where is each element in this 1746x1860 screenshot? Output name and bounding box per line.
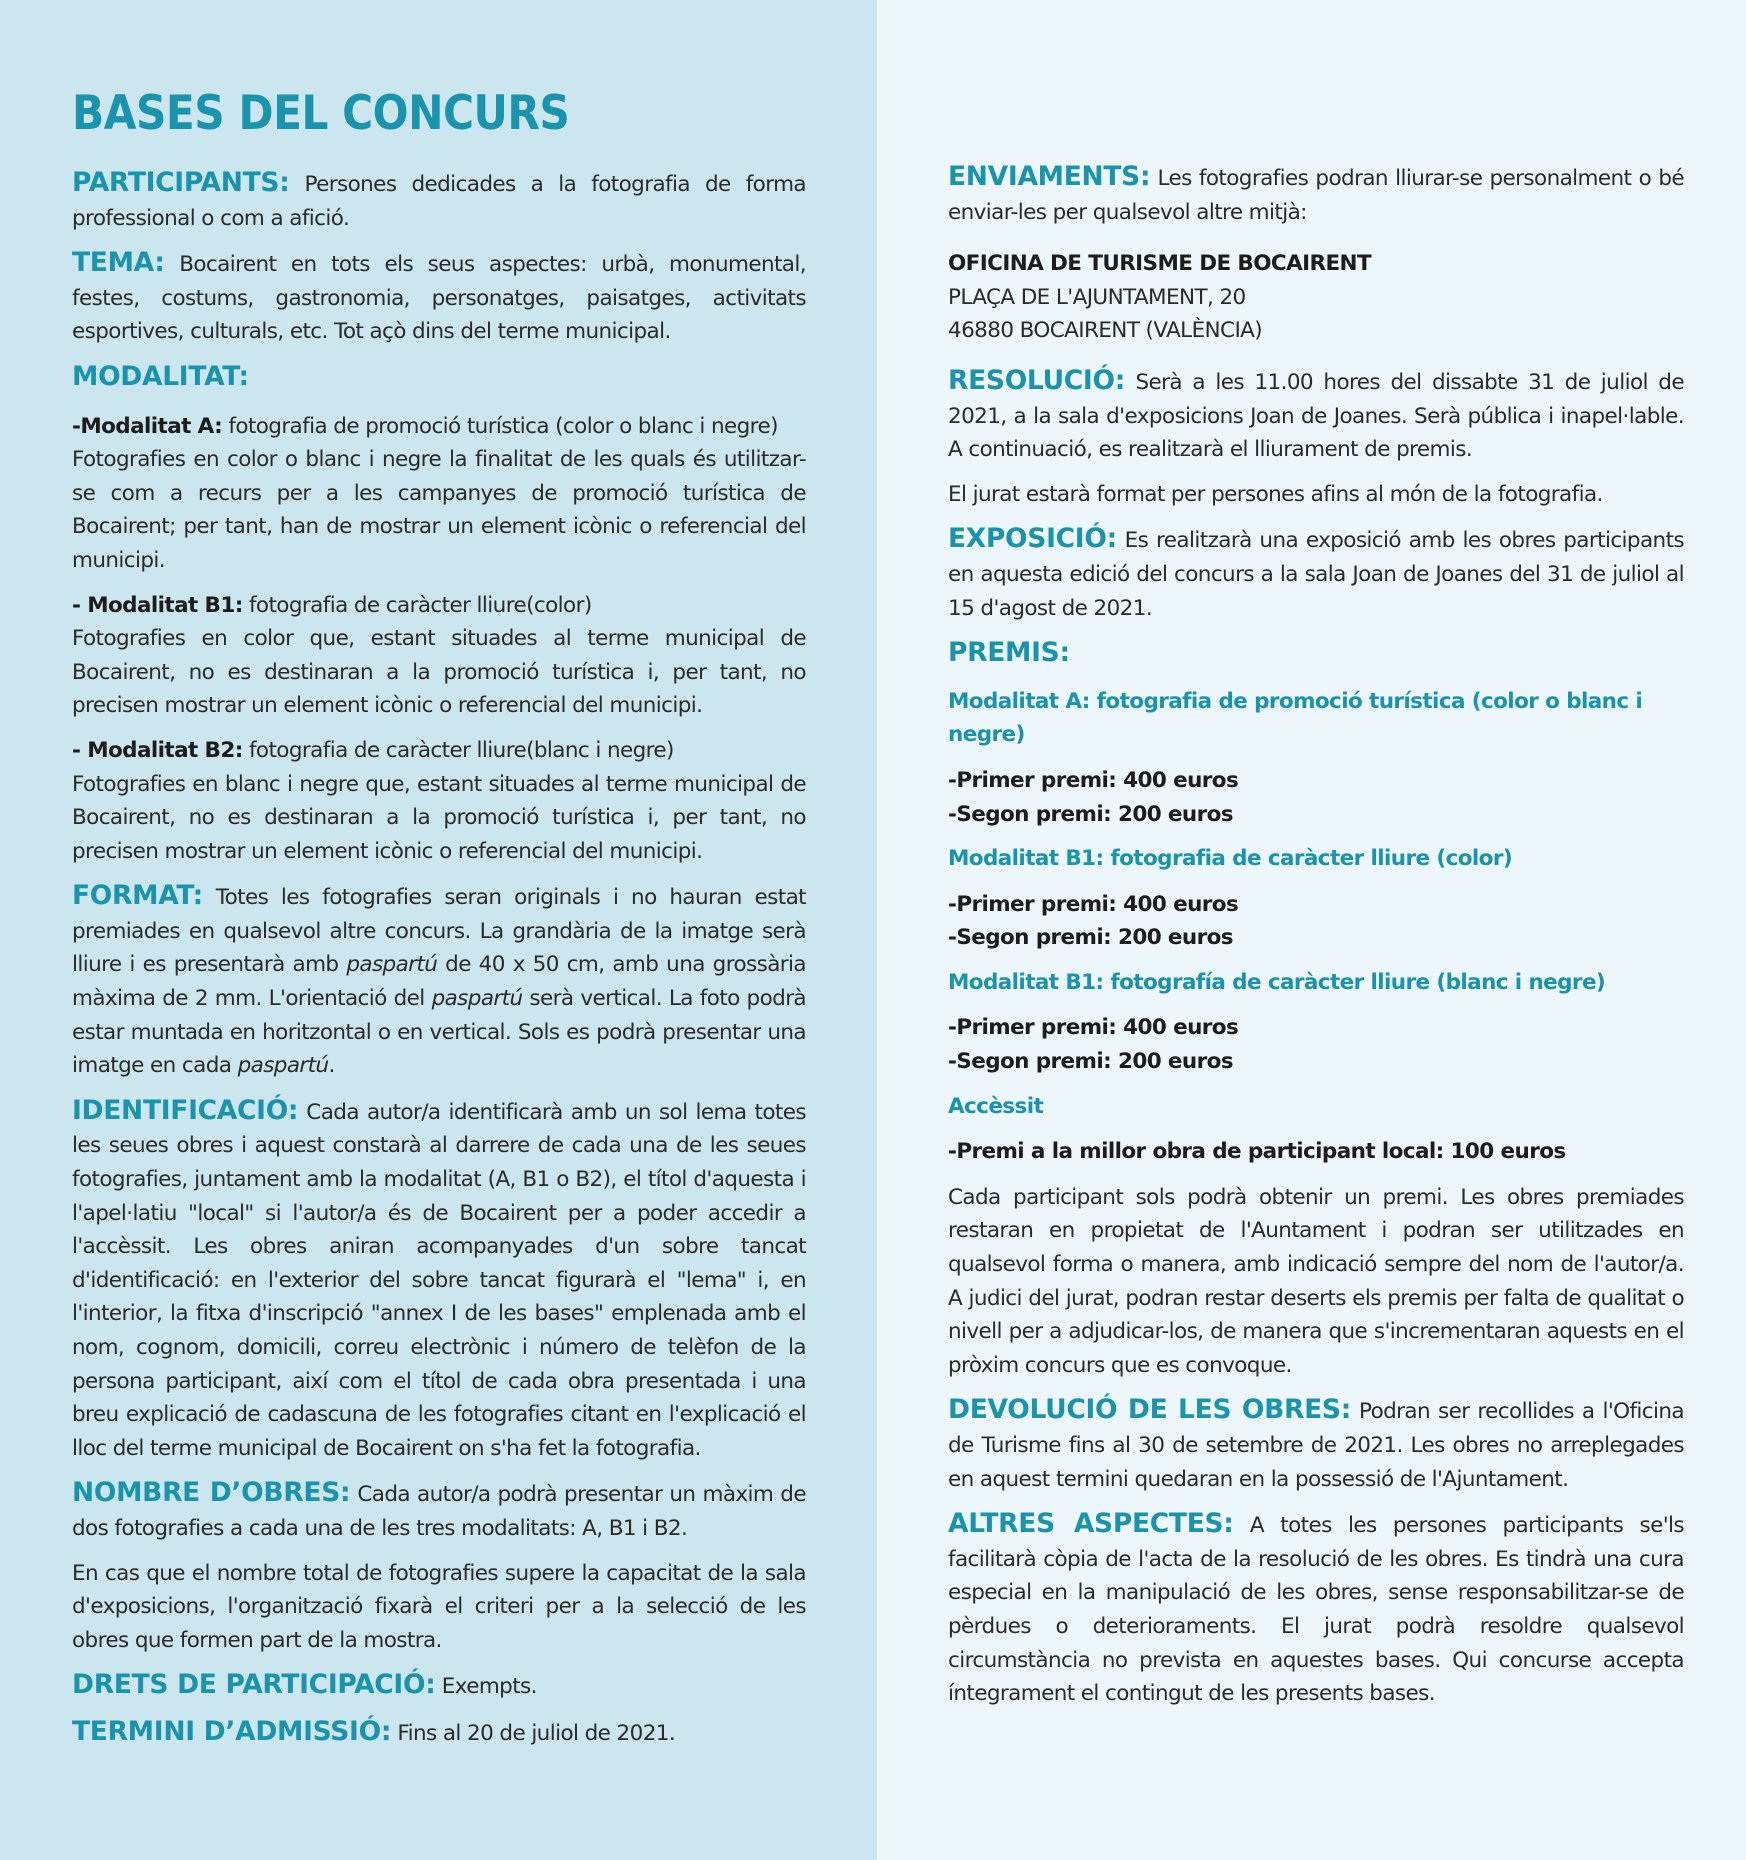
premis-b2-second: -Segon premi: 200 euros: [948, 1049, 1233, 1075]
drets-section: [72, 1668, 806, 1704]
exposicio-section: [948, 522, 1684, 625]
termini-section: [72, 1715, 806, 1751]
nombre-text-2: En cas que el nombre total de fotografies supere la capacitat de la sala d'exposicions, l'organització fixarà el criteri per a la selecció de les obres que formen part de la mostra.: [72, 1560, 806, 1653]
premis-b2-title: Modalitat B1: fotografía de caràcter lliure (blanc i negre): [948, 969, 1606, 995]
premis-accessit-prize: -Premi a la millor obra de participant local: 100 euros: [948, 1139, 1566, 1165]
nombre-text: Cada autor/a podrà presentar un màxim de dos fotografies a cada una de les tres modalitats: A, B1 i B2.: [72, 1482, 806, 1541]
modalitat-b2-title: fotografia de caràcter lliure(blanc i negre): [242, 737, 674, 763]
premis-a-second: -Segon premi: 200 euros: [948, 801, 1233, 827]
resolucio-section: [948, 364, 1684, 467]
altres-text: A totes les persones participants se'ls facilitarà còpia de l'acta de la resolució de les obres. Es tindrà una cura especial en la manipulació de les obres, sense responsabilitzar-se de pèrdues o deterioraments. El jurat podrà resoldre qualsevol circumstància no prevista en aquestes bases. Qui concurse accepta íntegrament el contingut de les presents bases.: [948, 1513, 1684, 1707]
enviaments-heading: ENVIAMENTS:: [948, 161, 1151, 192]
participants-text: Persones dedicades a la fotografia de forma professional o com a afició.: [72, 172, 806, 231]
devolucio-text: Podran ser recollides a l'Oficina de Turisme fins al 30 de setembre de 2021. Les obres no arreplegades en aquest termini quedaran en la possessió de l'Ajuntament.: [948, 1399, 1684, 1492]
premis-b2-list: [948, 1011, 1684, 1078]
address-city: 46880 BOCAIRENT (VALÈNCIA): [948, 318, 1263, 344]
tema-text: Bocairent en tots els seus aspectes: urbà, monumental, festes, costums, gastronomia, personatges, paisatges, activitats esportives, culturals, etc. Tot açò dins del terme municipal.: [72, 252, 806, 345]
altres-section: [948, 1507, 1684, 1711]
modalitat-b2: [72, 734, 806, 868]
nombre-section: [72, 1476, 806, 1545]
modalitat-b2-label: - Modalitat B2:: [72, 737, 243, 763]
drets-heading: DRETS DE PARTICIPACIÓ:: [72, 1669, 436, 1701]
premis-b1-list: [948, 888, 1684, 955]
modalitat-b1: [72, 589, 806, 723]
format-section: FORMAT: Totes les fotografies seran originals i no hauran estat premiades en qualsevol altre concurs. La grandària de la imatge serà lliure i es presentarà amb paspartú de 40 x 50 cm, amb una grossària màxima de 2 mm. L'orientació del paspartú serà vertical. La foto podrà estar muntada en horitzontal o en vertical. Sols es podrà presentar una imatge en cada paspartú.: [72, 880, 807, 1079]
identificacio-heading: IDENTIFICACIÓ:: [72, 1094, 299, 1126]
devolucio-heading: DEVOLUCIÓ DE LES OBRES:: [948, 1394, 1352, 1426]
termini-text: Fins al 20 de juliol de 2021.: [391, 1720, 676, 1746]
page-title: BASES DEL CONCURS: [72, 86, 570, 141]
right-column: [877, 0, 1746, 1860]
nombre-heading: NOMBRE D’OBRES:: [72, 1477, 351, 1509]
address-street: PLAÇA DE L'AJUNTAMENT, 20: [948, 284, 1246, 310]
address-block: [948, 247, 1684, 348]
altres-heading: ALTRES ASPECTES:: [948, 1508, 1234, 1540]
premis-b1-first: -Primer premi: 400 euros: [948, 891, 1239, 917]
left-column-content: [72, 84, 806, 1762]
modalitat-a-title: fotografia de promoció turística (color o blanc i negre): [222, 413, 778, 439]
modalitat-heading: MODALITAT:: [72, 360, 249, 392]
tema-heading: TEMA:: [72, 247, 165, 279]
identificacio-section: [72, 1094, 806, 1466]
address-office: OFICINA DE TURISME DE BOCAIRENT: [948, 251, 1372, 277]
resolucio-text: Serà a les 11.00 hores del dissabte 31 de juliol de 2021, a la sala d'exposicions Joan de Joanes. Serà pública i inapel·lable. A continuació, es realitzarà el lliurament de premis.: [948, 369, 1684, 463]
modalitat-a: [72, 410, 806, 578]
modalitat-heading-row: [72, 360, 806, 396]
premis-b1-title: Modalitat B1: fotografia de caràcter lliure (color): [948, 846, 1513, 872]
modalitat-b2-text: Fotografies en blanc i negre que, estant situades al terme municipal de Bocairent, no es destinaran a la promoció turística i, per tant, no precisen mostrar un element icònic o referencial del municipi.: [72, 771, 806, 864]
right-column-content: [948, 160, 1684, 1722]
participants-heading: PARTICIPANTS:: [72, 167, 290, 198]
premis-a-first: -Primer premi: 400 euros: [948, 767, 1239, 793]
drets-text: Exempts.: [435, 1674, 537, 1700]
enviaments-text: Les fotografies podran lliurar-se personalment o bé enviar-les per qualsevol altre mitjà:: [948, 166, 1684, 225]
premis-a-title: Modalitat A: fotografia de promoció turística (color o blanc i negre): [948, 688, 1643, 748]
premis-accessit-title: Accèssit: [948, 1093, 1044, 1119]
exposicio-text: Es realitzarà una exposició amb les obres participants en aquesta edició del concurs a la sala Joan de Joanes del 31 de juliol al 15 d'agost de 2021.: [948, 528, 1684, 621]
termini-heading: TERMINI D’ADMISSIÓ:: [72, 1715, 392, 1747]
devolucio-section: [948, 1393, 1684, 1496]
modalitat-b1-label: - Modalitat B1:: [72, 592, 243, 618]
resolucio-text-2: El jurat estarà format per persones afins al món de la fotografia.: [948, 481, 1603, 507]
premis-a-list: [948, 764, 1684, 831]
identificacio-text: Cada autor/a identificarà amb un sol lema totes les seues obres i aquest constarà al darrere de cada una de les seues fotografies, juntament amb la modalitat (A, B1 o B2), el títol d'aquesta i l'apel·latiu "local" si l'autor/a és de Bocairent per a poder accedir a l'accèssit. Les obres aniran acompanyades d'un sobre tancat d'identificació: en l'exterior del sobre tancat figurarà el "lema" i, en l'interior, la fitxa d'inscripció "annex I de les bases" emplenada amb el nom, cognom, domicili, correu electrònic i número de telèfon de la persona participant, així com el títol de cada obra presentada i una breu explicació de cadascuna de les fotografies citant en l'explicació el lloc del terme municipal de Bocairent on s'ha fet la fotografia.: [72, 1099, 806, 1461]
premis-b2-first: -Primer premi: 400 euros: [948, 1015, 1239, 1041]
modalitat-b1-text: Fotografies en color que, estant situades al terme municipal de Bocairent, no es destinaran a la promoció turística i, per tant, no precisen mostrar un element icònic o referencial del municipi.: [72, 626, 806, 719]
modalitat-b1-title: fotografia de caràcter lliure(color): [242, 592, 592, 618]
premis-heading-row: [948, 636, 1684, 672]
participants-section: [72, 166, 806, 235]
resolucio-heading: RESOLUCIÓ:: [948, 364, 1126, 396]
exposicio-heading: EXPOSICIÓ:: [948, 523, 1117, 555]
tema-section: [72, 246, 806, 349]
modalitat-a-text: Fotografies en color o blanc i negre la finalitat de les quals és utilitzar-se com a recurs per a les campanyes de promoció turística de Bocairent; per tant, han de mostrar un element icònic o referencial del municipi.: [72, 447, 806, 573]
enviaments-section: [948, 160, 1684, 229]
modalitat-a-label: -Modalitat A:: [72, 413, 223, 439]
premis-b1-second: -Segon premi: 200 euros: [948, 925, 1233, 951]
format-heading: FORMAT:: [72, 880, 203, 912]
premis-heading: PREMIS:: [948, 637, 1070, 669]
premis-text: Cada participant sols podrà obtenir un premi. Les obres premiades restaran en propietat de l'Auntament i podran ser utilitzades en qualsevol forma o manera, amb indicació sempre del nom de l'autor/a. A judici del jurat, podran restar deserts els premis per falta de qualitat o nivell per a adjudicar-los, de manera que s'incrementaran aquests en el pròxim concurs que es convoque.: [948, 1184, 1684, 1378]
